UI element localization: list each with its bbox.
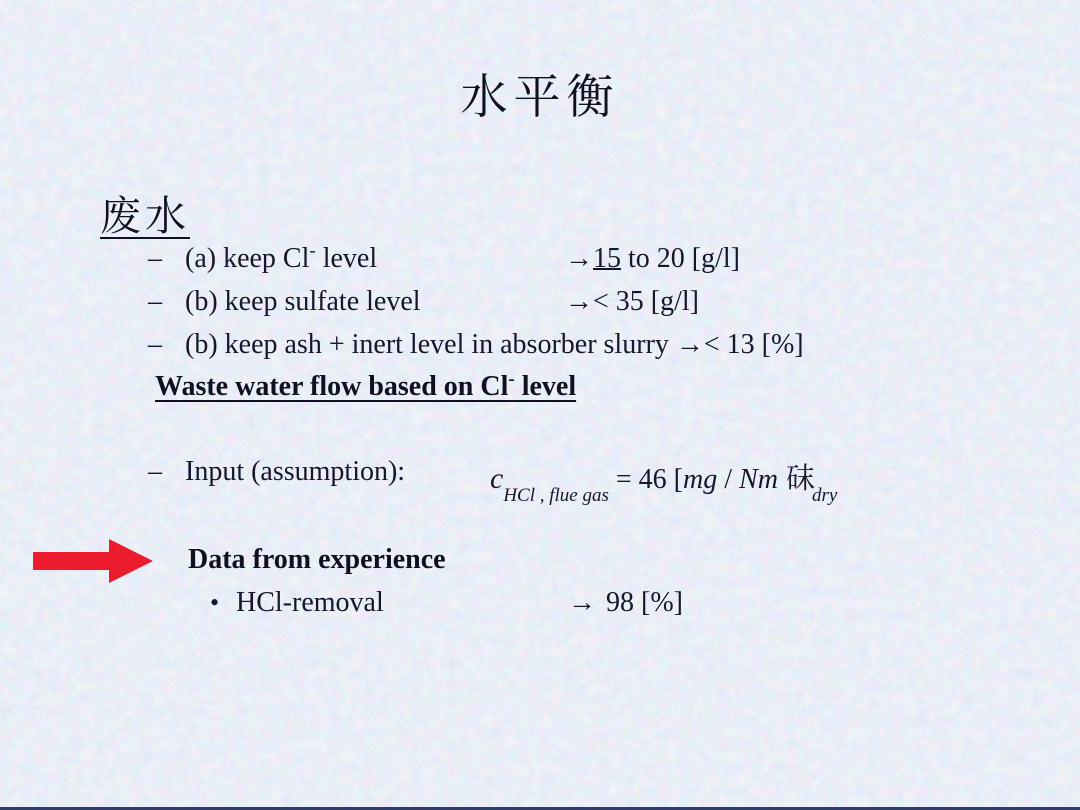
formula-unit-mg: mg — [683, 464, 718, 495]
underlined-value: 15 — [593, 243, 621, 274]
subheading-text: Waste water flow based on Cl — [155, 371, 509, 402]
value-text: < 13 [%] — [703, 329, 804, 360]
bullet-line-sulfate-level — [148, 286, 699, 318]
bullet-line-cl-level — [148, 240, 740, 275]
input-assumption-line — [148, 456, 838, 506]
dash-bullet: – — [148, 286, 162, 317]
arrow-glyph: → — [675, 329, 704, 360]
formula-cjk-character: 砞 — [785, 463, 815, 495]
value-text: to 20 [g/l] — [621, 243, 740, 274]
bullet-line-ash-inert-level — [148, 329, 804, 361]
dash-bullet: – — [148, 329, 162, 360]
bullet-label: (a) keep Cl — [185, 243, 310, 274]
formula-equals-value: = 46 [ — [608, 464, 684, 495]
arrow-glyph: → — [565, 243, 593, 274]
data-from-experience-label: Data from experience — [188, 544, 446, 575]
formula-variable-c: c — [490, 462, 504, 495]
section-heading-wastewater: 废水 — [100, 193, 190, 239]
bullet-value — [565, 243, 740, 275]
slide-title: 水平衡 — [460, 72, 620, 124]
input-label: Input (assumption): — [185, 456, 406, 487]
dash-bullet: – — [148, 456, 162, 487]
arrow-glyph: → — [568, 587, 596, 618]
formula-divider: / — [717, 464, 740, 495]
bullet-label: level — [315, 243, 378, 274]
formula-subscript-dry: dry — [811, 484, 838, 506]
dot-bullet: • — [210, 588, 220, 617]
red-emphasis-arrow-icon — [33, 539, 153, 583]
bullet-label: (b) keep ash + inert level in absorber slurry — [185, 329, 676, 360]
value-text: < 35 [g/l] — [593, 286, 699, 317]
bullet-label: (b) keep sulfate level — [185, 286, 421, 317]
hcl-removal-value — [568, 587, 683, 619]
hcl-removal-line — [210, 587, 683, 619]
hcl-concentration-formula — [490, 456, 838, 506]
hcl-removal-label: HCl-removal — [236, 587, 384, 618]
arrow-glyph: → — [565, 286, 593, 317]
subheading-waste-water-flow — [155, 368, 577, 403]
subheading-text: level — [514, 371, 577, 402]
bullet-value — [565, 286, 699, 318]
formula-subscript-hcl-flue-gas: HCl , flue gas — [503, 484, 609, 506]
superscript-minus: - — [309, 240, 316, 262]
dash-bullet: – — [148, 243, 162, 274]
superscript-minus: - — [508, 368, 515, 390]
value-text: 98 [%] — [606, 587, 683, 618]
formula-unit-nm: Nm — [739, 464, 778, 495]
